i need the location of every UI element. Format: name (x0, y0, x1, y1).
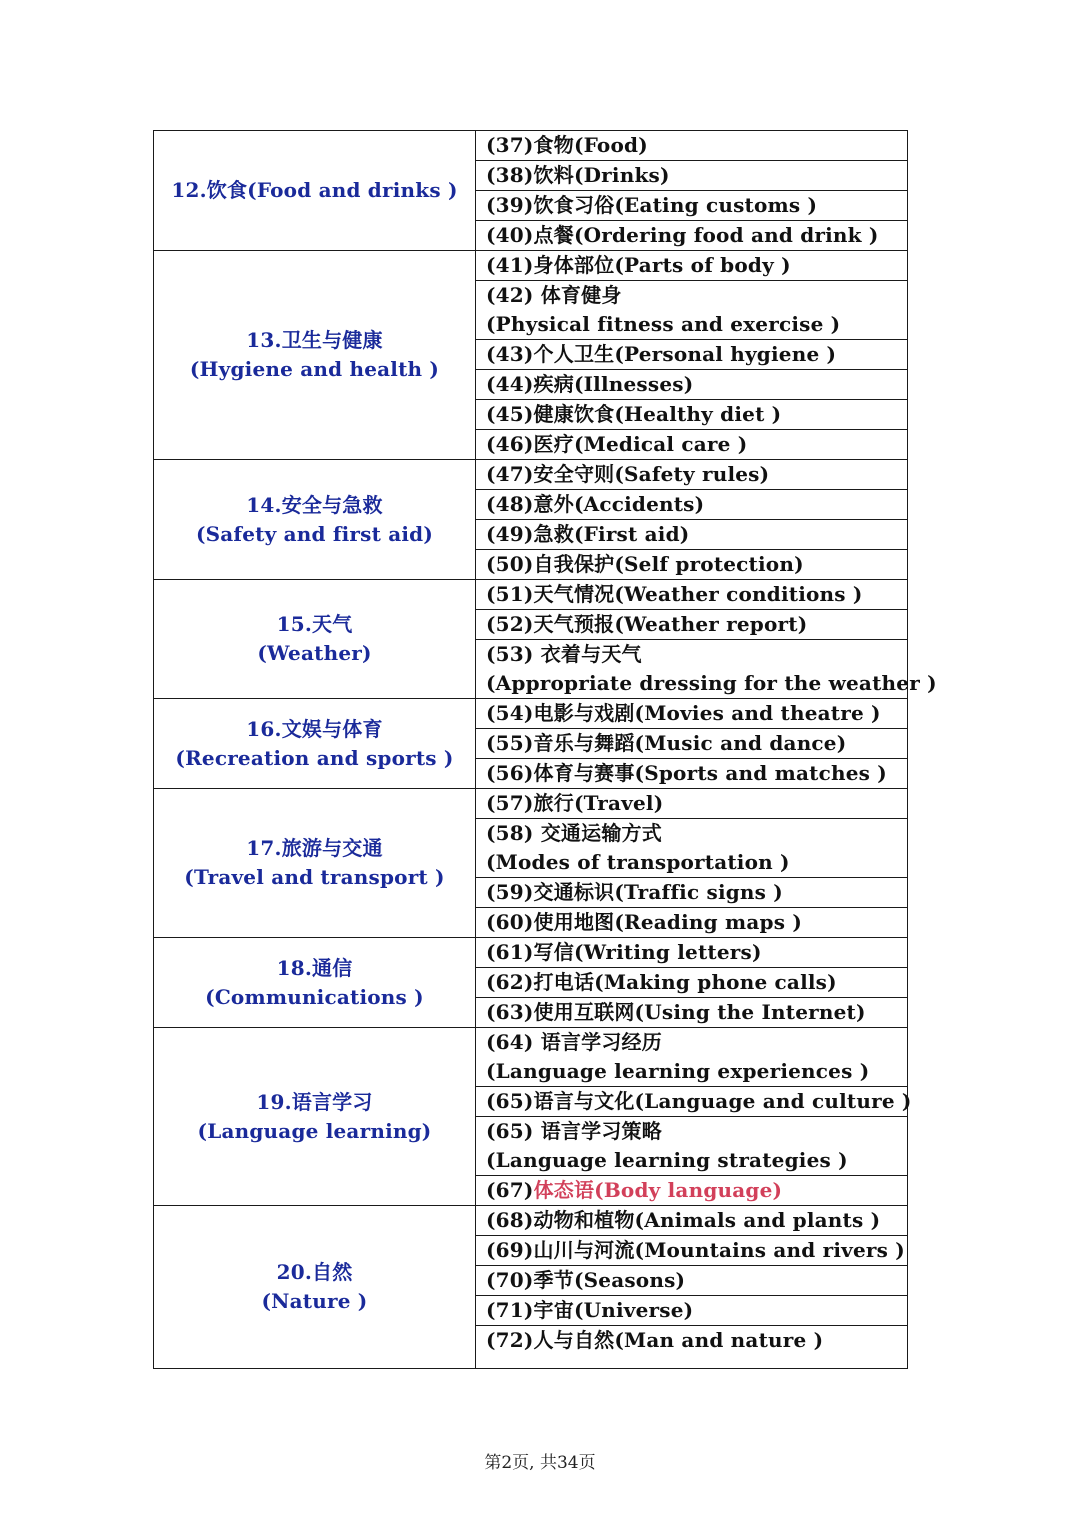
subtopic-line: (37)食物(Food) (486, 133, 648, 157)
table-row (154, 131, 908, 161)
topic-title-line: (Travel and transport ) (184, 865, 445, 889)
subtopic-line: (38)饮料(Drinks) (486, 163, 670, 187)
subtopic-cell (476, 281, 908, 340)
subtopic-cell (476, 640, 937, 699)
subtopic-line: (68)动物和植物(Animals and plants ) (486, 1208, 881, 1232)
table-row (154, 938, 908, 968)
subtopic-line: (41)身体部位(Parts of body ) (486, 253, 791, 277)
table-row (154, 1028, 908, 1087)
subtopic-line: (48)意外(Accidents) (486, 492, 705, 516)
topic-table-body (154, 131, 937, 1369)
subtopic-line: (58) 交通运输方式 (486, 821, 662, 845)
subtopic-cell (476, 520, 908, 550)
subtopic-line: (47)安全守则(Safety rules) (486, 462, 770, 486)
topic-title-line: 18.通信 (276, 955, 353, 980)
topic-cell (154, 699, 476, 789)
subtopic-line: (71)宇宙(Universe) (486, 1298, 694, 1322)
subtopic-line: (Language learning experiences ) (486, 1059, 870, 1083)
subtopic-cell (476, 729, 908, 759)
subtopic-cell (476, 1028, 908, 1087)
subtopic-cell (476, 819, 908, 878)
subtopic-line: (42) 体育健身 (486, 283, 622, 307)
subtopic-cell (476, 610, 908, 640)
subtopic-cell (476, 430, 908, 460)
topic-title-line: 13.卫生与健康 (246, 328, 383, 352)
topic-cell (154, 460, 476, 580)
subtopic-number: (67) (486, 1178, 534, 1202)
topic-title-line: (Weather) (257, 641, 372, 665)
subtopic-line: (64) 语言学习经历 (486, 1030, 662, 1054)
topic-title-line: (Communications ) (205, 984, 424, 1009)
subtopic-cell (476, 1236, 908, 1266)
subtopic-line: (Modes of transportation ) (486, 850, 790, 874)
topic-title-line: 19.语言学习 (256, 1089, 373, 1114)
subtopic-cell (476, 1117, 908, 1176)
subtopic-cell (476, 400, 908, 430)
subtopic-line: (63)使用互联网(Using the Internet) (486, 1000, 866, 1024)
subtopic-line: (56)体育与赛事(Sports and matches ) (486, 761, 887, 785)
subtopic-cell (476, 251, 908, 281)
subtopic-cell (476, 490, 908, 520)
subtopic-line: (54)电影与戏剧(Movies and theatre ) (486, 701, 881, 725)
subtopic-line: (70)季节(Seasons) (486, 1268, 686, 1292)
table-row (154, 699, 908, 729)
subtopic-line: (69)山川与河流(Mountains and rivers ) (486, 1238, 905, 1262)
subtopic-line: (40)点餐(Ordering food and drink ) (486, 223, 879, 247)
topic-cell (154, 1028, 476, 1206)
topic-cell (154, 131, 476, 251)
table-row (154, 1206, 908, 1236)
table-row (154, 789, 908, 819)
subtopic-line: (43)个人卫生(Personal hygiene ) (486, 342, 837, 366)
subtopic-line: (72)人与自然(Man and nature ) (486, 1328, 824, 1352)
subtopic-line: (55)音乐与舞蹈(Music and dance) (486, 731, 847, 755)
topic-cell (154, 1206, 476, 1369)
subtopic-cell (476, 161, 908, 191)
subtopic-line: (57)旅行(Travel) (486, 791, 664, 815)
subtopic-line: (Language learning strategies ) (486, 1148, 848, 1172)
subtopic-cell (476, 340, 908, 370)
subtopic-line: (62)打电话(Making phone calls) (486, 970, 837, 994)
subtopic-line: (46)医疗(Medical care ) (486, 432, 748, 456)
subtopic-line: (52)天气预报(Weather report) (486, 612, 808, 636)
subtopic-cell (476, 908, 908, 938)
topic-title-line: (Language learning) (197, 1118, 432, 1143)
topic-title-line: 12.饮食(Food and drinks ) (171, 178, 458, 202)
page-number: 第2页, 共34页 (484, 1453, 596, 1473)
topic-table (153, 130, 937, 1369)
subtopic-line: (Physical fitness and exercise ) (486, 312, 841, 336)
subtopic-cell (476, 1266, 908, 1296)
subtopic-cell (476, 1087, 912, 1117)
table-row (154, 580, 908, 610)
subtopic-cell (476, 789, 908, 819)
topic-title-line: (Nature ) (261, 1289, 368, 1313)
subtopic-line: (65) 语言学习策略 (486, 1119, 662, 1143)
subtopic-line: (60)使用地图(Reading maps ) (486, 910, 802, 934)
topic-title-line: 14.安全与急救 (246, 492, 383, 517)
subtopic-line: (61)写信(Writing letters) (486, 940, 762, 964)
subtopic-cell (476, 1296, 908, 1326)
subtopic-cell (476, 938, 908, 968)
subtopic-line: (Appropriate dressing for the weather ) (486, 671, 937, 695)
topic-title-line: 16.文娱与体育 (246, 716, 383, 741)
subtopic-line: (49)急救(First aid) (486, 522, 690, 546)
subtopic-cell (476, 1326, 908, 1369)
topic-title-line: (Recreation and sports ) (175, 745, 454, 770)
topic-title-line: 20.自然 (276, 1260, 353, 1284)
subtopic-cell (476, 968, 908, 998)
subtopic-cell (476, 191, 908, 221)
subtopic-cell (476, 998, 908, 1028)
subtopic-cell (476, 131, 908, 161)
subtopic-line: (50)自我保护(Self protection) (486, 552, 804, 576)
subtopic-line: (59)交通标识(Traffic signs ) (486, 880, 783, 904)
topic-title-line: (Safety and first aid) (195, 521, 434, 546)
subtopic-line: (39)饮食习俗(Eating customs ) (486, 193, 818, 217)
topic-title-line: (Hygiene and health ) (189, 357, 440, 381)
table-row (154, 460, 908, 490)
subtopic-line: (65)语言与文化(Language and culture ) (486, 1089, 912, 1113)
subtopic-line: (45)健康饮食(Healthy diet ) (486, 402, 782, 426)
topic-cell (154, 789, 476, 938)
subtopic-line (486, 1176, 907, 1205)
subtopic-line: (53) 衣着与天气 (486, 642, 642, 666)
topic-title-line: 17.旅游与交通 (246, 836, 383, 860)
subtopic-cell (476, 878, 908, 908)
topic-cell (154, 938, 476, 1028)
subtopic-cell (476, 759, 908, 789)
subtopic-cell (476, 370, 908, 400)
subtopic-cell (476, 699, 908, 729)
subtopic-cell (476, 460, 908, 490)
subtopic-line: (44)疾病(Illnesses) (486, 372, 694, 396)
subtopic-cell (476, 580, 908, 610)
topic-cell (154, 251, 476, 460)
table-row (154, 251, 908, 281)
subtopic-cell (476, 221, 908, 251)
topic-cell (154, 580, 476, 699)
subtopic-line: (51)天气情况(Weather conditions ) (486, 582, 863, 606)
subtopic-cell (476, 1206, 908, 1236)
subtopic-highlight: 体态语(Body language) (533, 1178, 783, 1202)
subtopic-cell (476, 1176, 908, 1206)
topic-title-line: 15.天气 (276, 612, 353, 636)
subtopic-cell (476, 550, 908, 580)
